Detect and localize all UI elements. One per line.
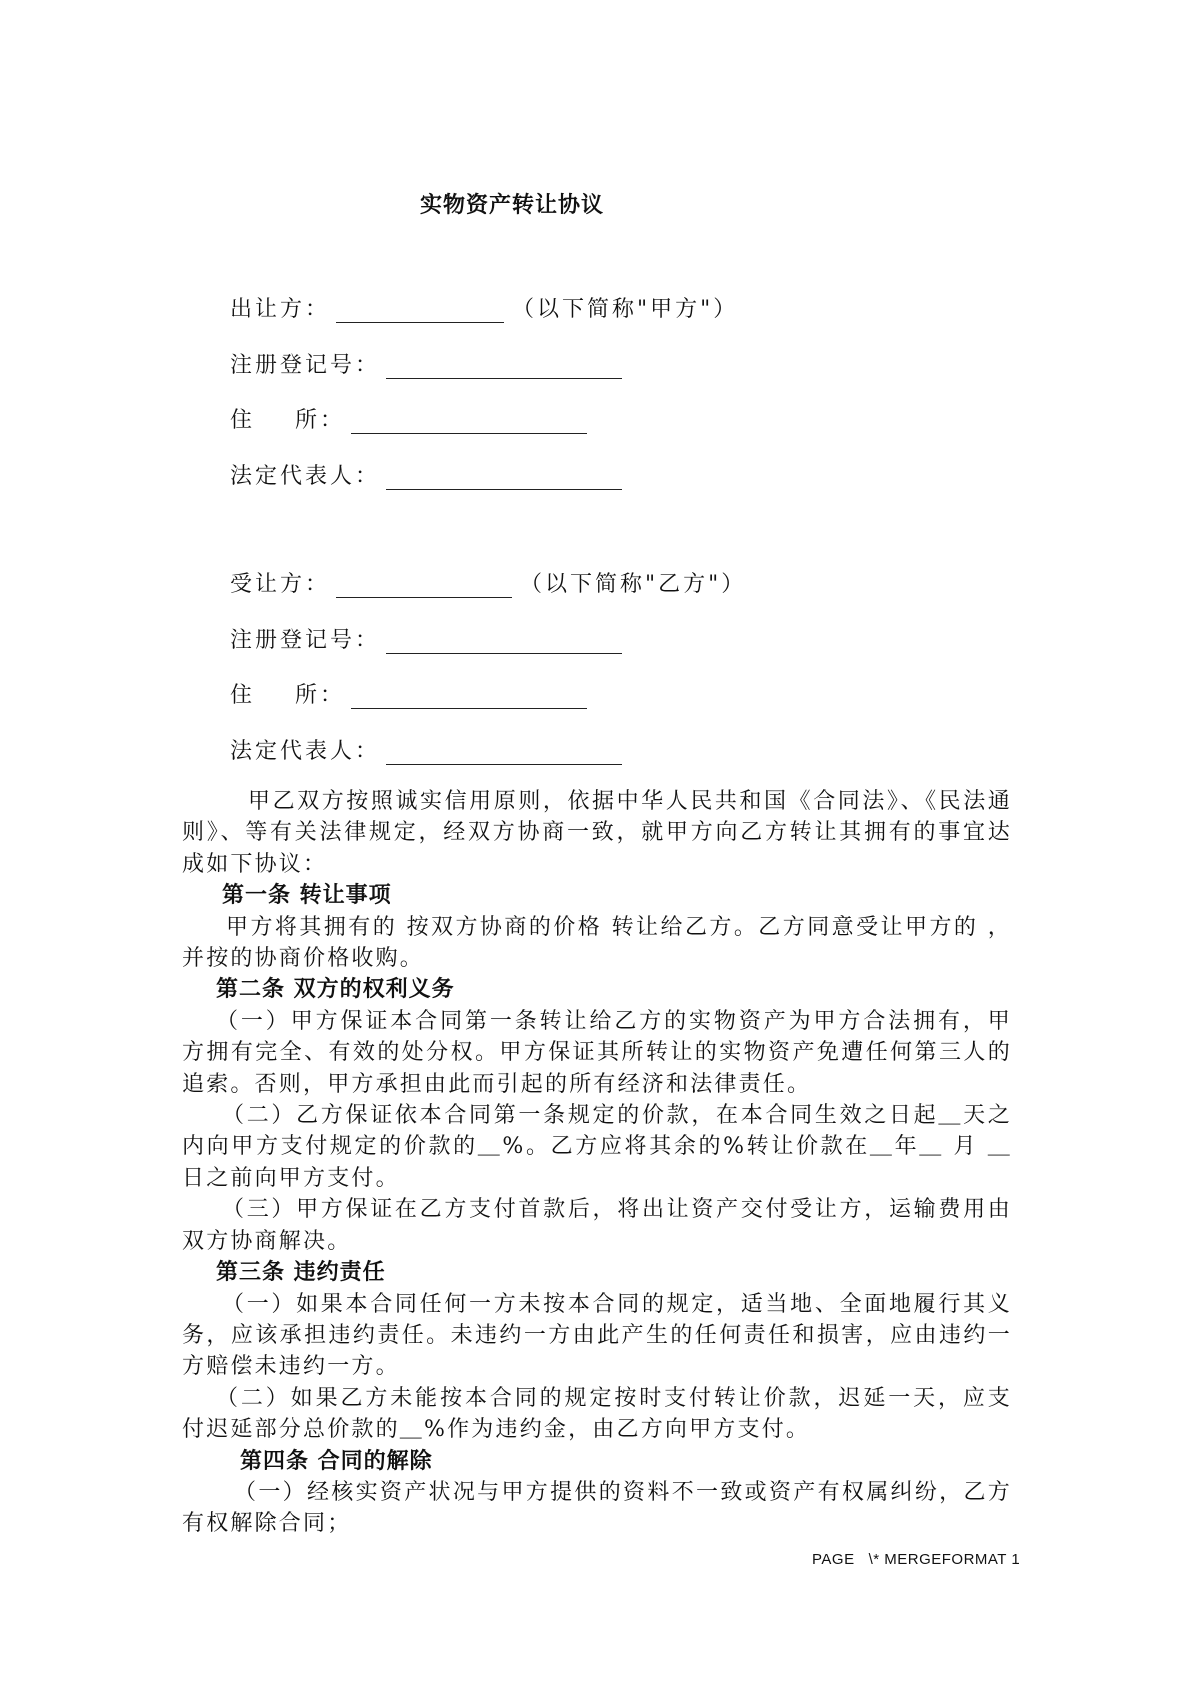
transferor-address-field: [230, 403, 587, 434]
transferee-party-field: [230, 567, 746, 598]
transferee-party-label: 受让方：: [230, 572, 331, 597]
transferor-rep-blank: [386, 465, 622, 490]
transferor-rep-field: [230, 459, 622, 490]
agreement-body: [182, 786, 1012, 1540]
transferee-rep-label: 法定代表人：: [230, 739, 381, 764]
transferor-rep-label: 法定代表人：: [230, 464, 381, 489]
transferee-party-suffix: （以下简称"乙方"）: [520, 572, 747, 597]
body-paragraph: （一）经核实资产状况与甲方提供的资料不一致或资产有权属纠纷，乙方有权解除合同；: [182, 1479, 1012, 1537]
transferee-address-blank: [351, 684, 587, 709]
transferee-reg-blank: [386, 629, 622, 654]
article-heading: 第四条 合同的解除: [240, 1447, 433, 1474]
transferor-reg-blank: [386, 354, 622, 379]
transferee-reg-label: 注册登记号：: [230, 628, 381, 653]
body-paragraph: （一）如果本合同任何一方未按本合同的规定，适当地、全面地履行其义务，应该承担违约责任。未违约一方由此产生的任何责任和损害，应由违约一方赔偿未违约一方。: [182, 1291, 1012, 1380]
transferee-address-field: [230, 678, 587, 709]
transferee-rep-blank: [386, 740, 622, 765]
transferor-address-blank: [351, 409, 587, 434]
article-heading: 第三条 违约责任: [216, 1259, 386, 1286]
article-heading: 第二条 双方的权利义务: [216, 976, 455, 1003]
body-paragraph: （一）甲方保证本合同第一条转让给乙方的实物资产为甲方合法拥有，甲方拥有完全、有效的处分权。甲方保证其所转让的实物资产免遭任何第三人的追索。否则，甲方承担由此而引起的所有经济和法律责任。: [182, 1008, 1012, 1097]
body-paragraph: （三）甲方保证在乙方支付首款后，将出让资产交付受让方，运输费用由双方协商解决。: [182, 1197, 1012, 1254]
transferor-name-blank: [336, 298, 504, 323]
transferor-address-label: 住 所：: [230, 408, 345, 433]
transferee-address-label: 住 所：: [230, 683, 345, 708]
body-paragraph: 甲乙双方按照诚实信用原则，依据中华人民共和国《合同法》、《民法通则》、等有关法律规定，经双方协商一致，就甲方向乙方转让其拥有的事宜达成如下协议：: [182, 789, 1012, 877]
transferee-reg-field: [230, 623, 622, 654]
transferor-reg-field: [230, 348, 622, 379]
body-paragraph: （二）乙方保证依本合同第一条规定的价款，在本合同生效之日起＿天之内向甲方支付规定的价款的＿%。乙方应将其余的%转让价款在＿年＿ 月 ＿日之前向甲方支付。: [182, 1103, 1012, 1191]
transferee-name-blank: [336, 573, 512, 598]
transferor-party-label: 出让方：: [230, 297, 331, 322]
article-heading: 第一条 转让事项: [222, 882, 392, 909]
body-paragraph: 甲方将其拥有的 按双方协商的价格 转让给乙方。乙方同意受让甲方的 ，并按的协商价格收购。: [182, 914, 1012, 972]
body-paragraph: （二）如果乙方未能按本合同的规定按时支付转让价款，迟延一天，应支付迟延部分总价款的＿%作为违约金，由乙方向甲方支付。: [182, 1385, 1012, 1443]
transferee-rep-field: [230, 734, 622, 765]
document-title: 实物资产转让协议: [420, 192, 605, 218]
transferor-party-field: [230, 292, 738, 323]
transferor-reg-label: 注册登记号：: [230, 353, 381, 378]
transferor-party-suffix: （以下简称"甲方"）: [512, 297, 739, 322]
page-number-field: PAGE \* MERGEFORMAT 1: [812, 1551, 1021, 1568]
